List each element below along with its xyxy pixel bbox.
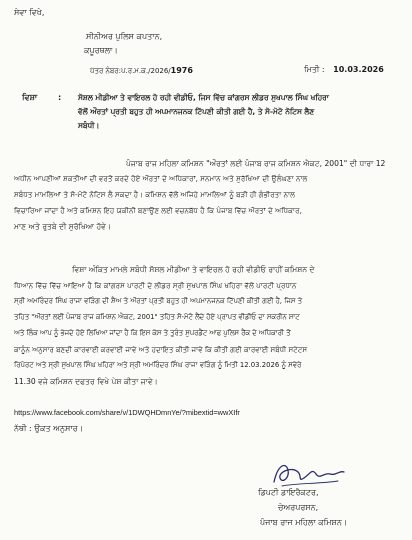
video-link[interactable]: https://www.facebook.com/share/v/1DWQHDmnYe/?mibextid=wwXIfr [14,408,240,417]
paragraph-line: ਪੰਜਾਬ ਰਾਜ ਮਹਿਲਾ ਕਮਿਸ਼ਨ "ਔਰਤਾਂ ਲਈ ਪੰਜਾਬ ਰਾਜ ਕਮਿਸ਼ਨ ਐਕਟ, 2001" ਦੀ ਧਾਰਾ 12 [126,159,386,168]
subject-line: ਸੋਸ਼ਲ ਮੀਡੀਆ ਤੇ ਵਾਇਰਲ ਹੋ ਰਹੀ ਵੀਡੀਓ, ਜਿਸ ਵਿੱਚ ਕਾਂਗਰਸ ਲੀਡਰ ਸੁਖਪਾਲ ਸਿੰਘ ਖਹਿਰਾ [78,93,329,102]
signatory-commission: ਪੰਜਾਬ ਰਾਜ ਮਹਿਲਾ ਕਮਿਸ਼ਨ। [260,518,348,527]
paragraph-line: ਸਬੰਧਤ ਮਾਮਲਿਆਂ ਤੇ ਸੋ-ਮੋਟੋ ਨੋਟਿਸ ਲੈ ਸਕਦਾ ਹੈ। ਕਮਿਸ਼ਨ ਵੱਲੋਂ ਅਜਿਹੇ ਮਾਮਲਿਆਂ ਨੂੰ ਬੜੀ ਹੀ ਗੰਭੀਰਤਾ ਨਾਲ [14,190,296,199]
date-value: 10.03.2026 [333,65,384,74]
signatory-office: ਚੇਅਰਪਰਸਨ, [278,503,319,512]
paragraph-line: ਵਿਸ਼ਾ ਅੰਕਿਤ ਮਾਮਲੇ ਸਬੰਧੀ ਸੋਸ਼ਲ ਮੀਡੀਆ ਤੇ ਵਾਇਰਲ ਹੋ ਰਹੀ ਵੀਡੀਓ ਰਾਹੀਂ ਕਮਿਸ਼ਨ ਦੇ [72,265,315,274]
paragraph-line: ਅਤੇ ਲਿੰਕ ਆਪ ਨੂੰ ਭੇਜਦੇ ਹੋਏ ਲਿਖਿਆ ਜਾਂਦਾ ਹੈ ਕਿ ਇਸ ਕੇਸ ਤੇ ਤੁਰੰਤ ਸੁਪਰਡੈਂਟ ਆਫ ਪੁਲਿਸ ਰੈਂਕ ਦੇ ਅਧਿਕਾਰੀ ਤੋਂ [14,329,291,337]
handwritten-signature [268,456,348,492]
subject-line: ਸਬੰਧੀ। [78,121,100,130]
recipient-line-1: ਸੀਨੀਅਰ ਪੁਲਿਸ ਕਪਤਾਨ, [86,32,163,41]
reference-label: ਪੱਤਰ ਨੰਬਰ:ਪ.ਰ.ਮ.ਕ./2026/ [90,67,171,75]
paragraph-line: ਵਿਚਾਰਿਆ ਜਾਂਦਾ ਹੈ ਅਤੇ ਕਮਿਸ਼ਨ ਇਹ ਯਕੀਨੀ ਬਣਾਉਣ ਲਈ ਵਚਨਬੱਧ ਹੈ ਕਿ ਪੰਜਾਬ ਵਿੱਚ ਔਰਤਾਂ ਦੇ ਅਧਿਕਾਰ, [14,206,302,215]
signatory-title: ਡਿਪਟੀ ਡਾਇਰੈਕਟਰ, [258,488,319,497]
subject-colon: : [58,93,62,102]
paragraph-line: ਮਾਣ ਅਤੇ ਰੁਤਬੇ ਦੀ ਸੁਰੱਖਿਆ ਹੋਵੇ। [14,222,112,231]
body-paragraph-2 [14,266,404,391]
subject-line: ਵੱਲੋਂ ਔਰਤਾਂ ਪ੍ਰਤੀ ਬਹੁਤ ਹੀ ਅਪਮਾਨਜਨਕ ਟਿੱਪਣੀ ਕੀਤੀ ਗਈ ਹੈ, ਤੇ ਸੋ-ਮੋਟੋ ਨੋਟਿਸ ਲੈਣ [78,107,315,116]
enclosure-note: ਨੱਥੀ : ਉਕਤ ਅਨੁਸਾਰ। [14,424,84,433]
paragraph-line: ਰਿਪੋਰਟ ਅਤੇ ਸ੍ਰੀ ਸੁਖਪਾਲ ਸਿੰਘ ਖਹਿਰਾ ਅਤੇ ਸ੍ਰੀ ਅਮਰਿੰਦਰ ਸਿੰਘ ਰਾਜਾ ਵੜਿੰਗ ਨੂੰ ਮਿਤੀ 12.03.2026 ਨੂੰ ਸਵੇਰੇ [14,361,302,369]
paragraph-line: ਸ੍ਰੀ ਅਮਰਿੰਦਰ ਸਿੰਘ ਰਾਜਾ ਵੜਿੰਗ ਦੀ ਸ਼ੈਅ ਤੇ ਔਰਤਾਂ ਪ੍ਰਤੀ ਬਹੁਤ ਹੀ ਅਪਮਾਨਜਨਕ ਟਿੱਪਣੀ ਕੀਤੀ ਗਈ ਹੈ, ਜਿਸ ਤੇ [14,297,303,305]
reference-number [90,66,193,76]
paragraph-line: ਤਹਿਤ "ਔਰਤਾਂ ਲਈ ਪੰਜਾਬ ਰਾਜ ਕਮਿਸ਼ਨ ਐਕਟ, 2001" ਤਹਿਤ ਸੋ-ਮੋਟੋ ਲੈਂਦੇ ਹੋਏ ਪ੍ਰਾਪਤ ਵੀਡੀਓ ਦਾ ਸਕਰੀਨ ਸ਼ਾਟ [14,313,300,321]
subject-label: ਵਿਸ਼ਾ [22,93,38,102]
subject-text [78,94,408,134]
paragraph-line: ਧਿਆਨ ਵਿੱਚ ਵਿੱਚ ਆਇਆ ਹੈ ਕਿ ਕਾਂਗਰਸ ਪਾਰਟੀ ਦੇ ਲੀਡਰ ਸ੍ਰੀ ਸੁਖਪਾਲ ਸਿੰਘ ਖਹਿਰਾ ਵੱਲੋਂ ਪਾਰਟੀ ਪ੍ਰਧਾਨ [14,281,297,290]
body-paragraph-1 [14,160,404,240]
date-label: ਮਿਤੀ : [304,65,325,74]
paragraph-line: ਅਧੀਨ ਆਪਣੀਆਂ ਸ਼ਕਤੀਆਂ ਦੀ ਵਰਤੋਂ ਕਰਦੇ ਹੋਏ ਔਰਤਾਂ ਦੇ ਅਧਿਕਾਰਾਂ, ਸਨਮਾਨ ਅਤੇ ਸੁਰੱਖਿਆ ਦੀ ਉਲੰਘਣਾ ਨਾਲ [14,174,308,183]
salutation: ਸੇਵਾ ਵਿਖੇ, [14,8,45,17]
recipient-line-2: ਕਪੂਰਥਲਾ। [84,46,118,55]
paragraph-line: 11.30 ਵਜੇ ਕਮਿਸ਼ਨ ਦਫਤਰ ਵਿਖੇ ਪੇਸ਼ ਕੀਤਾ ਜਾਵੇ। [14,377,158,386]
letter-date [304,65,384,75]
reference-value: 1976 [170,66,193,75]
paragraph-line: ਕਾਨੂੰਨ ਅਨੁਸਾਰ ਬਣਦੀ ਕਾਰਵਾਈ ਕਰਵਾਈ ਜਾਵੇ ਅਤੇ ਹਦਾਇਤ ਕੀਤੀ ਜਾਵੇ ਕਿ ਕੀਤੀ ਗਈ ਕਾਰਵਾਈ ਸਬੰਧੀ ਸਟੇਟਸ [14,345,308,354]
